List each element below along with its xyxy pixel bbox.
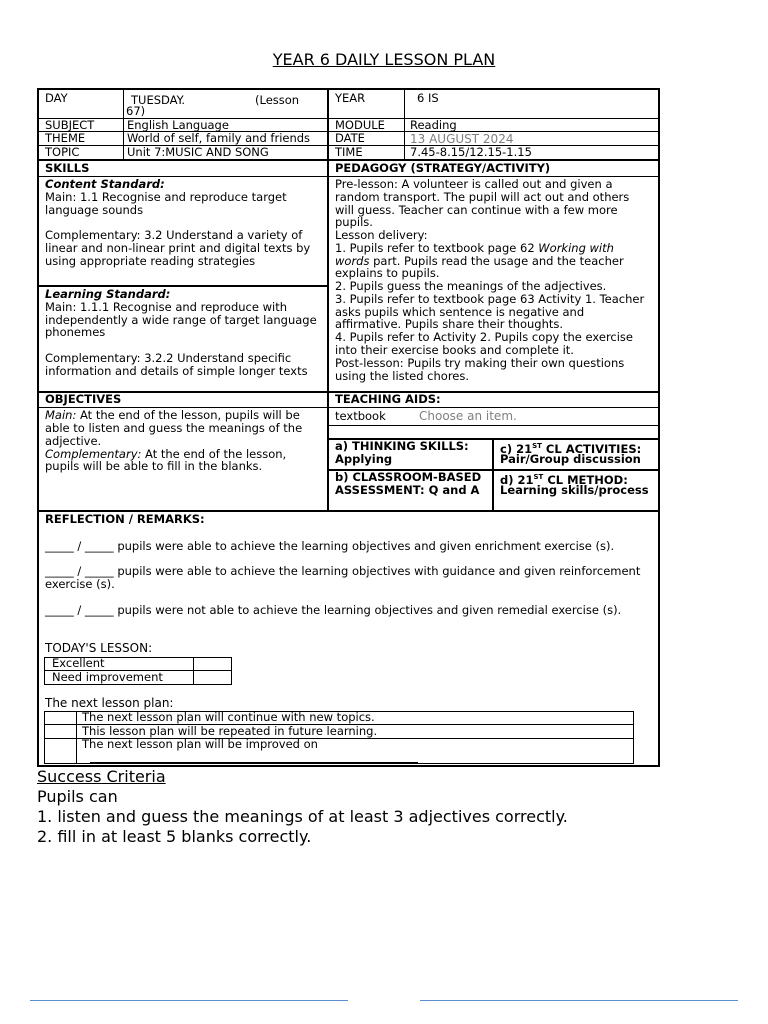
- reflection-line: _____ / _____ pupils were not able to achieve the learning objectives and given remedial exercise (s).: [45, 603, 622, 617]
- learning-main-line: phonemes: [45, 325, 106, 339]
- assessment-label: b) CLASSROOM-BASED: [335, 470, 482, 484]
- objectives-heading: OBJECTIVES: [45, 392, 122, 406]
- pedagogy-line: explains to pupils.: [335, 266, 440, 280]
- page-title: YEAR 6 DAILY LESSON PLAN: [272, 50, 496, 69]
- success-intro: Pupils can: [37, 787, 118, 806]
- content-standard-label: Content Standard:: [45, 177, 165, 191]
- success-item: 2. fill in at least 5 blanks correctly.: [37, 827, 312, 846]
- pedagogy-line: words part. Pupils read the usage and the teacher: [335, 254, 624, 268]
- objective-comp-line: Complementary: At the end of the lesson,: [45, 447, 287, 461]
- module-label: MODULE: [335, 118, 385, 132]
- content-main-line: Main: 1.1 Recognise and reproduce target: [45, 190, 287, 204]
- success-item: 1. listen and guess the meanings of at least 3 adjectives correctly.: [37, 807, 568, 826]
- pedagogy-line: 3. Pupils refer to textbook page 63 Activity 1. Teacher: [335, 292, 645, 306]
- assessment-value: ASSESSMENT: Q and A: [335, 483, 480, 497]
- learning-comp-line: Complementary: 3.2.2 Understand specific: [45, 351, 292, 365]
- pedagogy-line: using the listed chores.: [335, 369, 470, 383]
- date-label: DATE: [335, 131, 365, 145]
- next-option-checkbox[interactable]: [45, 712, 76, 724]
- theme-value: World of self, family and friends: [127, 131, 311, 145]
- day-label: DAY: [45, 91, 68, 105]
- success-criteria-heading: Success Criteria: [37, 767, 166, 786]
- pedagogy-line: Pre-lesson: A volunteer is called out and given a: [335, 177, 613, 191]
- skills-heading: SKILLS: [45, 161, 90, 175]
- lesson-number: (Lesson: [255, 93, 300, 107]
- thinking-skills-label: a) THINKING SKILLS:: [335, 439, 469, 453]
- next-lesson-label: The next lesson plan:: [45, 696, 174, 710]
- theme-label: THEME: [45, 131, 86, 145]
- next-option-checkbox[interactable]: [45, 725, 76, 738]
- reflection-line: _____ / _____ pupils were able to achieve the learning objectives with guidance and given reinforcement: [45, 564, 641, 578]
- reflection-line: exercise (s).: [45, 577, 115, 591]
- pedagogy-line: 2. Pupils guess the meanings of the adjectives.: [335, 279, 607, 293]
- time-label: TIME: [335, 145, 363, 159]
- pedagogy-line: random transport. The pupil will act out and others: [335, 190, 630, 204]
- footer-rule-right: [420, 1000, 738, 1001]
- subject-value: English Language: [127, 118, 229, 132]
- teaching-aids-value: textbook: [335, 409, 386, 423]
- pedagogy-line: 4. Pupils refer to Activity 2. Pupils copy the exercise: [335, 330, 634, 344]
- next-option-checkbox[interactable]: [45, 739, 76, 763]
- objective-main-line: Main: At the end of the lesson, pupils will be: [45, 408, 300, 422]
- need-improvement-option: Need improvement: [52, 670, 163, 684]
- pedagogy-line: into their exercise books and complete it.: [335, 343, 574, 357]
- reflection-heading: REFLECTION / REMARKS:: [45, 512, 205, 526]
- learning-main-line: independently a wide range of target language: [45, 313, 317, 327]
- time-value: 7.45-8.15/12.15-1.15: [410, 145, 532, 159]
- pedagogy-line: asks pupils which sentence is negative and: [335, 305, 585, 319]
- next-option: The next lesson plan will be improved on: [82, 737, 318, 751]
- content-comp-line: linear and non-linear print and digital texts by: [45, 241, 311, 255]
- learning-standard-label: Learning Standard:: [45, 287, 171, 301]
- cl-activities-label: c) 21ST CL ACTIVITIES:: [500, 441, 642, 456]
- content-comp-line: Complementary: 3.2 Understand a variety of: [45, 228, 303, 242]
- module-value: Reading: [410, 118, 457, 132]
- content-comp-line: using appropriate reading strategies: [45, 254, 256, 268]
- objective-main-line: adjective.: [45, 434, 102, 448]
- footer-rule-left: [30, 1000, 348, 1001]
- lesson-number-cont: 67): [126, 104, 146, 118]
- pedagogy-heading: PEDAGOGY (STRATEGY/ACTIVITY): [335, 161, 551, 175]
- topic-value: Unit 7:MUSIC AND SONG: [127, 145, 269, 159]
- pedagogy-line: affirmative. Pupils share their thoughts.: [335, 317, 564, 331]
- content-main-line: language sounds: [45, 203, 144, 217]
- objective-comp-line: pupils will be able to fill in the blanks.: [45, 459, 263, 473]
- pedagogy-line: will guess. Teacher can continue with a few more: [335, 203, 618, 217]
- cl-method-value: Learning skills/process: [500, 483, 649, 497]
- excellent-checkbox[interactable]: [194, 658, 231, 670]
- day-value: TUESDAY.: [131, 93, 185, 107]
- next-option: The next lesson plan will continue with new topics.: [82, 710, 375, 724]
- thinking-skills-value: Applying: [335, 452, 393, 466]
- teaching-aids-dropdown[interactable]: Choose an item.: [419, 409, 517, 423]
- pedagogy-line: Post-lesson: Pupils try making their own questions: [335, 356, 625, 370]
- date-field[interactable]: 13 AUGUST 2024: [410, 132, 514, 146]
- pedagogy-line: 1. Pupils refer to textbook page 62 Working with: [335, 241, 614, 255]
- pedagogy-line: pupils.: [335, 215, 373, 229]
- next-option: This lesson plan will be repeated in future learning.: [82, 724, 378, 738]
- pedagogy-line: Lesson delivery:: [335, 228, 428, 242]
- cl-method-label: d) 21ST CL METHOD:: [500, 472, 628, 487]
- objective-main-line: able to listen and guess the meanings of the: [45, 421, 303, 435]
- learning-main-line: Main: 1.1.1 Recognise and reproduce with: [45, 300, 288, 314]
- subject-label: SUBJECT: [45, 118, 95, 132]
- year-value: 6 IS: [417, 91, 439, 105]
- excellent-option: Excellent: [52, 656, 105, 670]
- learning-comp-line: information and details of simple longer texts: [45, 364, 308, 378]
- year-label: YEAR: [335, 91, 366, 105]
- todays-lesson-label: TODAY'S LESSON:: [45, 641, 153, 655]
- need-improvement-checkbox[interactable]: [194, 671, 231, 684]
- cl-activities-value: Pair/Group discussion: [500, 452, 641, 466]
- reflection-line: _____ / _____ pupils were able to achieve the learning objectives and given enrichment exercise (s).: [45, 539, 615, 553]
- topic-label: TOPIC: [45, 145, 80, 159]
- teaching-aids-heading: TEACHING AIDS:: [335, 392, 441, 406]
